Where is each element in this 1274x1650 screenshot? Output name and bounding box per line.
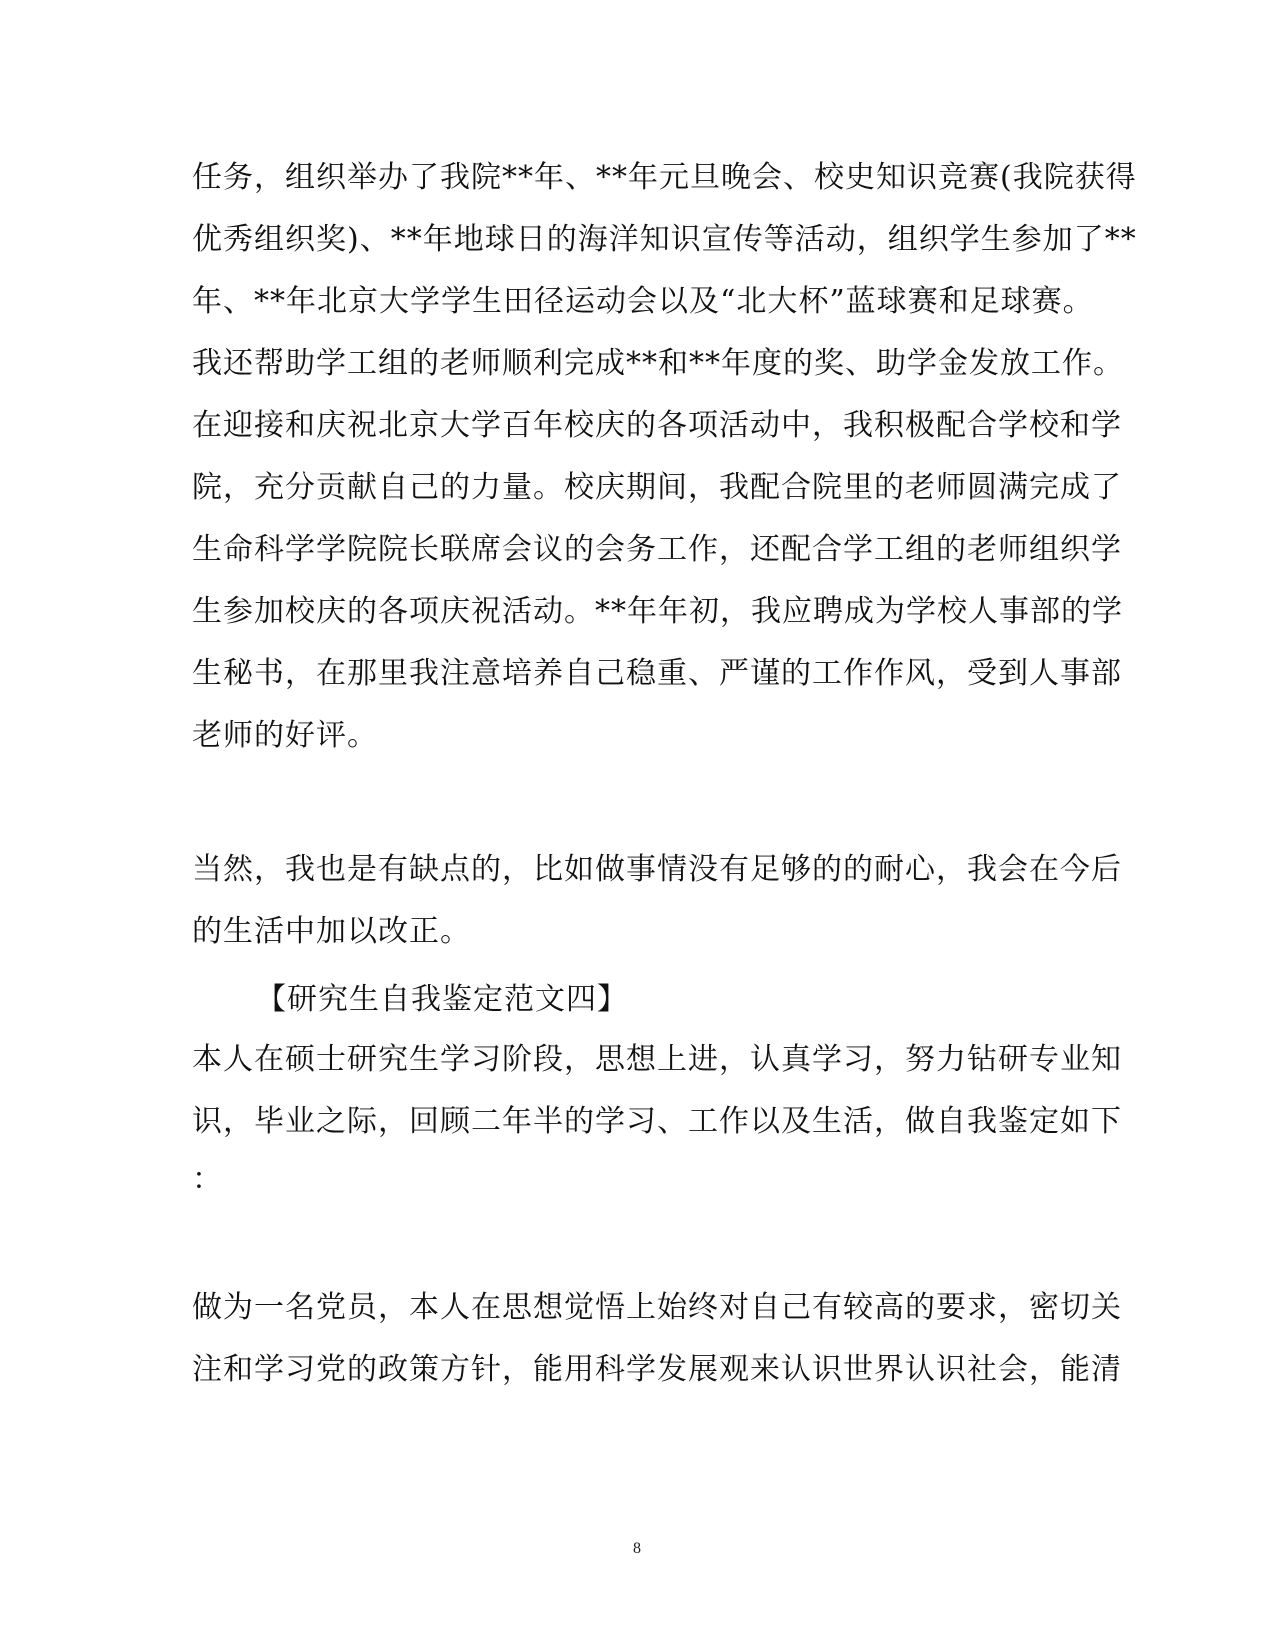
paragraph-4-line-1: 做为一名党员，本人在思想觉悟上始终对自己有较高的要求，密切关	[192, 1290, 1122, 1325]
paragraph-1-line-2: 优秀组织奖)、**年地球日的海洋知识宣传等活动，组织学生参加了**	[192, 222, 1137, 257]
paragraph-1-line-6: 院，充分贡献自己的力量。校庆期间，我配合院里的老师圆满完成了	[192, 470, 1122, 505]
paragraph-1-line-7: 生命科学学院院长联席会议的会务工作，还配合学工组的老师组织学	[192, 532, 1122, 567]
paragraph-1-line-8: 生参加校庆的各项庆祝活动。**年年初，我应聘成为学校人事部的学	[192, 594, 1123, 629]
paragraph-1-line-4: 我还帮助学工组的老师顺利完成**和**年度的奖、助学金发放工作。	[192, 346, 1124, 381]
page-number: 8	[633, 1540, 641, 1557]
paragraph-1-line-10: 老师的好评。	[192, 718, 378, 753]
paragraph-2-line-1: 当然，我也是有缺点的，比如做事情没有足够的的耐心，我会在今后	[192, 852, 1122, 887]
paragraph-1-line-5: 在迎接和庆祝北京大学百年校庆的各项活动中，我积极配合学校和学	[192, 408, 1122, 443]
paragraph-4-line-2: 注和学习党的政策方针，能用科学发展观来认识世界认识社会，能清	[192, 1352, 1122, 1387]
paragraph-3-line-2: 识，毕业之际，回顾二年半的学习、工作以及生活，做自我鉴定如下	[192, 1104, 1122, 1139]
paragraph-1-line-1: 任务，组织举办了我院**年、**年元旦晚会、校史知识竞赛(我院获得	[192, 160, 1137, 195]
paragraph-1-line-3: 年、**年北京大学学生田径运动会以及“北大杯”蓝球赛和足球赛。	[192, 284, 1094, 319]
section-heading: 【研究生自我鉴定范文四】	[256, 982, 628, 1017]
paragraph-3-line-1: 本人在硕士研究生学习阶段，思想上进，认真学习，努力钻研专业知	[192, 1042, 1122, 1077]
paragraph-1-line-9: 生秘书，在那里我注意培养自己稳重、严谨的工作作风，受到人事部	[192, 656, 1122, 691]
paragraph-2-line-2: 的生活中加以改正。	[192, 914, 471, 949]
paragraph-3-line-3: ：	[192, 1162, 223, 1197]
